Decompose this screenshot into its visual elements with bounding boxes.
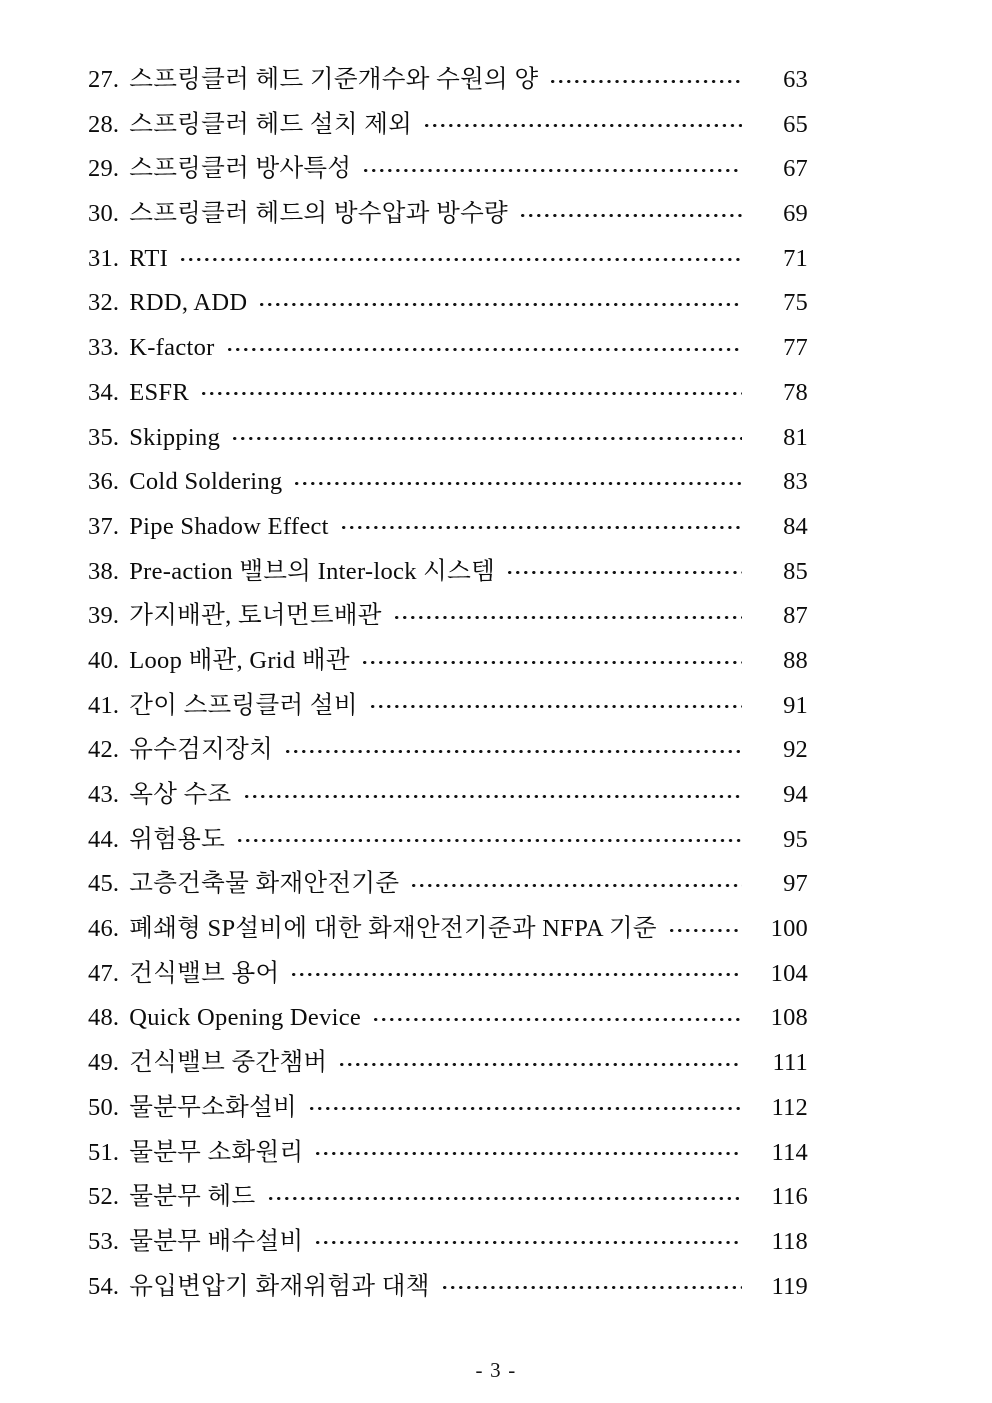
toc-entry-page-number: 78 [783, 378, 808, 406]
toc-entry-page-number: 71 [783, 244, 808, 272]
toc-entry-number: 32. [88, 289, 120, 317]
toc-entry-number: 47. [88, 959, 120, 987]
toc-entry-page-number: 111 [772, 1049, 808, 1077]
toc-entry-page-number: 88 [783, 646, 808, 674]
toc-entry[interactable] [88, 728, 808, 773]
toc-entry-title: Loop 배관, Grid 배관 [129, 646, 350, 674]
toc-entry-title: Pipe Shadow Effect [129, 512, 329, 540]
toc-entry[interactable] [88, 773, 808, 818]
toc-leader-dots [425, 107, 742, 132]
toc-entry-number: 51. [88, 1138, 120, 1166]
toc-entry[interactable] [88, 192, 808, 237]
toc-entry-title: 스프링클러 방사특성 [129, 155, 352, 183]
toc-leader-dots [508, 554, 742, 579]
toc-leader-dots [316, 1135, 742, 1160]
toc-entry[interactable] [88, 862, 808, 907]
toc-leader-dots [228, 331, 742, 356]
toc-entry-number: 39. [88, 602, 120, 630]
toc-entry-number: 43. [88, 781, 120, 808]
toc-entry-number: 46. [88, 915, 120, 943]
toc-entry-page-number: 81 [783, 423, 808, 451]
toc-entry-page-number: 65 [783, 110, 808, 138]
toc-entry-number: 50. [88, 1093, 120, 1121]
toc-entry-page-number: 118 [771, 1227, 808, 1255]
toc-entry-number: 54. [88, 1272, 120, 1300]
toc-entry-page-number: 94 [783, 781, 808, 808]
toc-entry[interactable] [88, 1265, 808, 1310]
toc-leader-dots [371, 688, 742, 713]
toc-entry-number: 28. [88, 110, 120, 138]
toc-entry-page-number: 92 [783, 736, 808, 764]
toc-entry-number: 36. [88, 468, 120, 496]
toc-entry-page-number: 112 [771, 1093, 808, 1121]
toc-leader-dots [670, 912, 742, 937]
toc-leader-dots [395, 599, 742, 624]
toc-entry-title: K-factor [129, 334, 215, 362]
toc-leader-dots [260, 286, 742, 311]
toc-entry-number: 45. [88, 870, 120, 898]
toc-entry[interactable] [88, 326, 808, 371]
toc-entry-title: 옥상 수조 [129, 781, 232, 808]
toc-entry-title: Quick Opening Device [129, 1004, 362, 1032]
toc-entry-title: RTI [129, 244, 169, 272]
toc-entry-title: 간이 스프링클러 설비 [129, 691, 358, 719]
toc-entry-page-number: 75 [783, 289, 808, 317]
toc-leader-dots [521, 197, 742, 222]
toc-entry-number: 42. [88, 736, 120, 764]
toc-entry-title: Cold Soldering [129, 468, 283, 496]
toc-entry-number: 37. [88, 512, 120, 540]
toc-entry[interactable] [88, 147, 808, 192]
toc-entry-title: 유입변압기 화재위험과 대책 [129, 1272, 430, 1300]
toc-entry[interactable] [88, 460, 808, 505]
toc-entry[interactable] [88, 818, 808, 863]
toc-entry-number: 34. [88, 378, 120, 406]
toc-entry-title: Pre-action 밸브의 Inter-lock 시스템 [129, 557, 496, 585]
toc-entry-page-number: 91 [783, 691, 808, 719]
toc-entry-title: RDD, ADD [129, 289, 248, 317]
toc-entry-title: 물분무소화설비 [129, 1093, 298, 1121]
toc-leader-dots [202, 375, 742, 400]
toc-leader-dots [412, 867, 742, 892]
toc-entry[interactable] [88, 594, 808, 639]
toc-leader-dots [363, 643, 742, 668]
toc-leader-dots [181, 241, 742, 266]
toc-entry-title: 건식밸브 용어 [129, 959, 280, 987]
toc-leader-dots [340, 1046, 742, 1071]
toc-entry-title: 유수검지장치 [129, 736, 274, 764]
toc-entry[interactable] [88, 1041, 808, 1086]
toc-entry[interactable] [88, 550, 808, 595]
toc-leader-dots [292, 956, 742, 981]
toc-leader-dots [316, 1224, 742, 1249]
toc-entry-page-number: 69 [783, 200, 808, 228]
toc-entry-number: 29. [88, 155, 120, 183]
toc-entry-title: 물분무 소화원리 [129, 1138, 304, 1166]
toc-entry[interactable] [88, 684, 808, 729]
toc-leader-dots [342, 509, 742, 534]
toc-entry-number: 35. [88, 423, 120, 451]
toc-entry-page-number: 100 [770, 915, 808, 943]
toc-leader-dots [551, 63, 742, 88]
toc-entry[interactable] [88, 416, 808, 461]
toc-entry-title: 스프링클러 헤드의 방수압과 방수량 [129, 200, 509, 228]
toc-entry-page-number: 116 [771, 1183, 808, 1211]
toc-entry-page-number: 104 [770, 959, 808, 987]
toc-entry-page-number: 119 [771, 1272, 808, 1300]
toc-entry-number: 31. [88, 244, 120, 272]
table-of-contents-list [88, 58, 808, 1309]
toc-entry-title: 스프링클러 헤드 기준개수와 수원의 양 [129, 66, 539, 93]
toc-leader-dots [295, 465, 742, 490]
toc-entry-title: 물분무 헤드 [129, 1183, 256, 1211]
toc-entry-title: ESFR [129, 378, 189, 406]
toc-entry-number: 40. [88, 646, 120, 674]
toc-entry[interactable] [88, 907, 808, 952]
toc-entry-title: 건식밸브 중간챔버 [129, 1049, 328, 1077]
toc-entry[interactable] [88, 1220, 808, 1265]
toc-entry-number: 49. [88, 1049, 120, 1077]
toc-entry-number: 53. [88, 1227, 120, 1255]
toc-entry-page-number: 84 [783, 512, 808, 540]
toc-leader-dots [310, 1090, 742, 1115]
toc-leader-dots [245, 778, 742, 803]
toc-entry[interactable] [88, 237, 808, 282]
toc-entry-title: 폐쇄형 SP설비에 대한 화재안전기준과 NFPA 기준 [129, 915, 657, 943]
toc-leader-dots [364, 152, 742, 177]
toc-entry-title: Skipping [129, 423, 221, 451]
toc-entry-page-number: 108 [770, 1004, 808, 1032]
toc-entry[interactable] [88, 639, 808, 684]
toc-entry[interactable] [88, 505, 808, 550]
toc-entry-number: 30. [88, 200, 120, 228]
toc-leader-dots [286, 733, 742, 758]
toc-leader-dots [238, 822, 742, 847]
toc-entry[interactable] [88, 1131, 808, 1176]
toc-leader-dots [269, 1180, 743, 1205]
toc-entry[interactable] [88, 371, 808, 416]
toc-leader-dots [374, 1001, 742, 1026]
toc-entry-page-number: 85 [783, 557, 808, 585]
toc-entry[interactable] [88, 1175, 808, 1220]
toc-entry-page-number: 114 [771, 1138, 808, 1166]
toc-entry[interactable] [88, 952, 808, 997]
toc-entry-title: 물분무 배수설비 [129, 1227, 304, 1255]
toc-entry-page-number: 67 [783, 155, 808, 183]
toc-entry-number: 48. [88, 1004, 120, 1032]
toc-entry[interactable] [88, 1086, 808, 1131]
toc-leader-dots [443, 1269, 742, 1294]
toc-entry-page-number: 63 [783, 66, 808, 93]
toc-entry-number: 33. [88, 334, 120, 362]
toc-entry-title: 위험용도 [129, 825, 226, 853]
toc-entry-number: 27. [88, 66, 120, 93]
toc-entry-page-number: 77 [783, 334, 808, 362]
toc-entry-title: 고층건축물 화재안전기준 [129, 870, 400, 898]
page-number-footer: - 3 - [475, 1358, 517, 1382]
toc-entry-number: 38. [88, 557, 120, 585]
toc-entry-number: 52. [88, 1183, 120, 1211]
toc-leader-dots [233, 420, 742, 445]
toc-entry-title: 스프링클러 헤드 설치 제외 [129, 110, 413, 138]
toc-entry[interactable] [88, 103, 808, 148]
toc-entry-number: 44. [88, 825, 120, 853]
toc-entry[interactable] [88, 281, 808, 326]
toc-entry-title: 가지배관, 토너먼트배관 [129, 602, 382, 630]
toc-entry[interactable] [88, 996, 808, 1041]
toc-entry-page-number: 95 [783, 825, 808, 853]
toc-entry-page-number: 83 [783, 468, 808, 496]
toc-entry[interactable] [88, 58, 808, 103]
toc-entry-number: 41. [88, 691, 120, 719]
toc-entry-page-number: 87 [783, 602, 808, 630]
toc-entry-page-number: 97 [783, 870, 808, 898]
